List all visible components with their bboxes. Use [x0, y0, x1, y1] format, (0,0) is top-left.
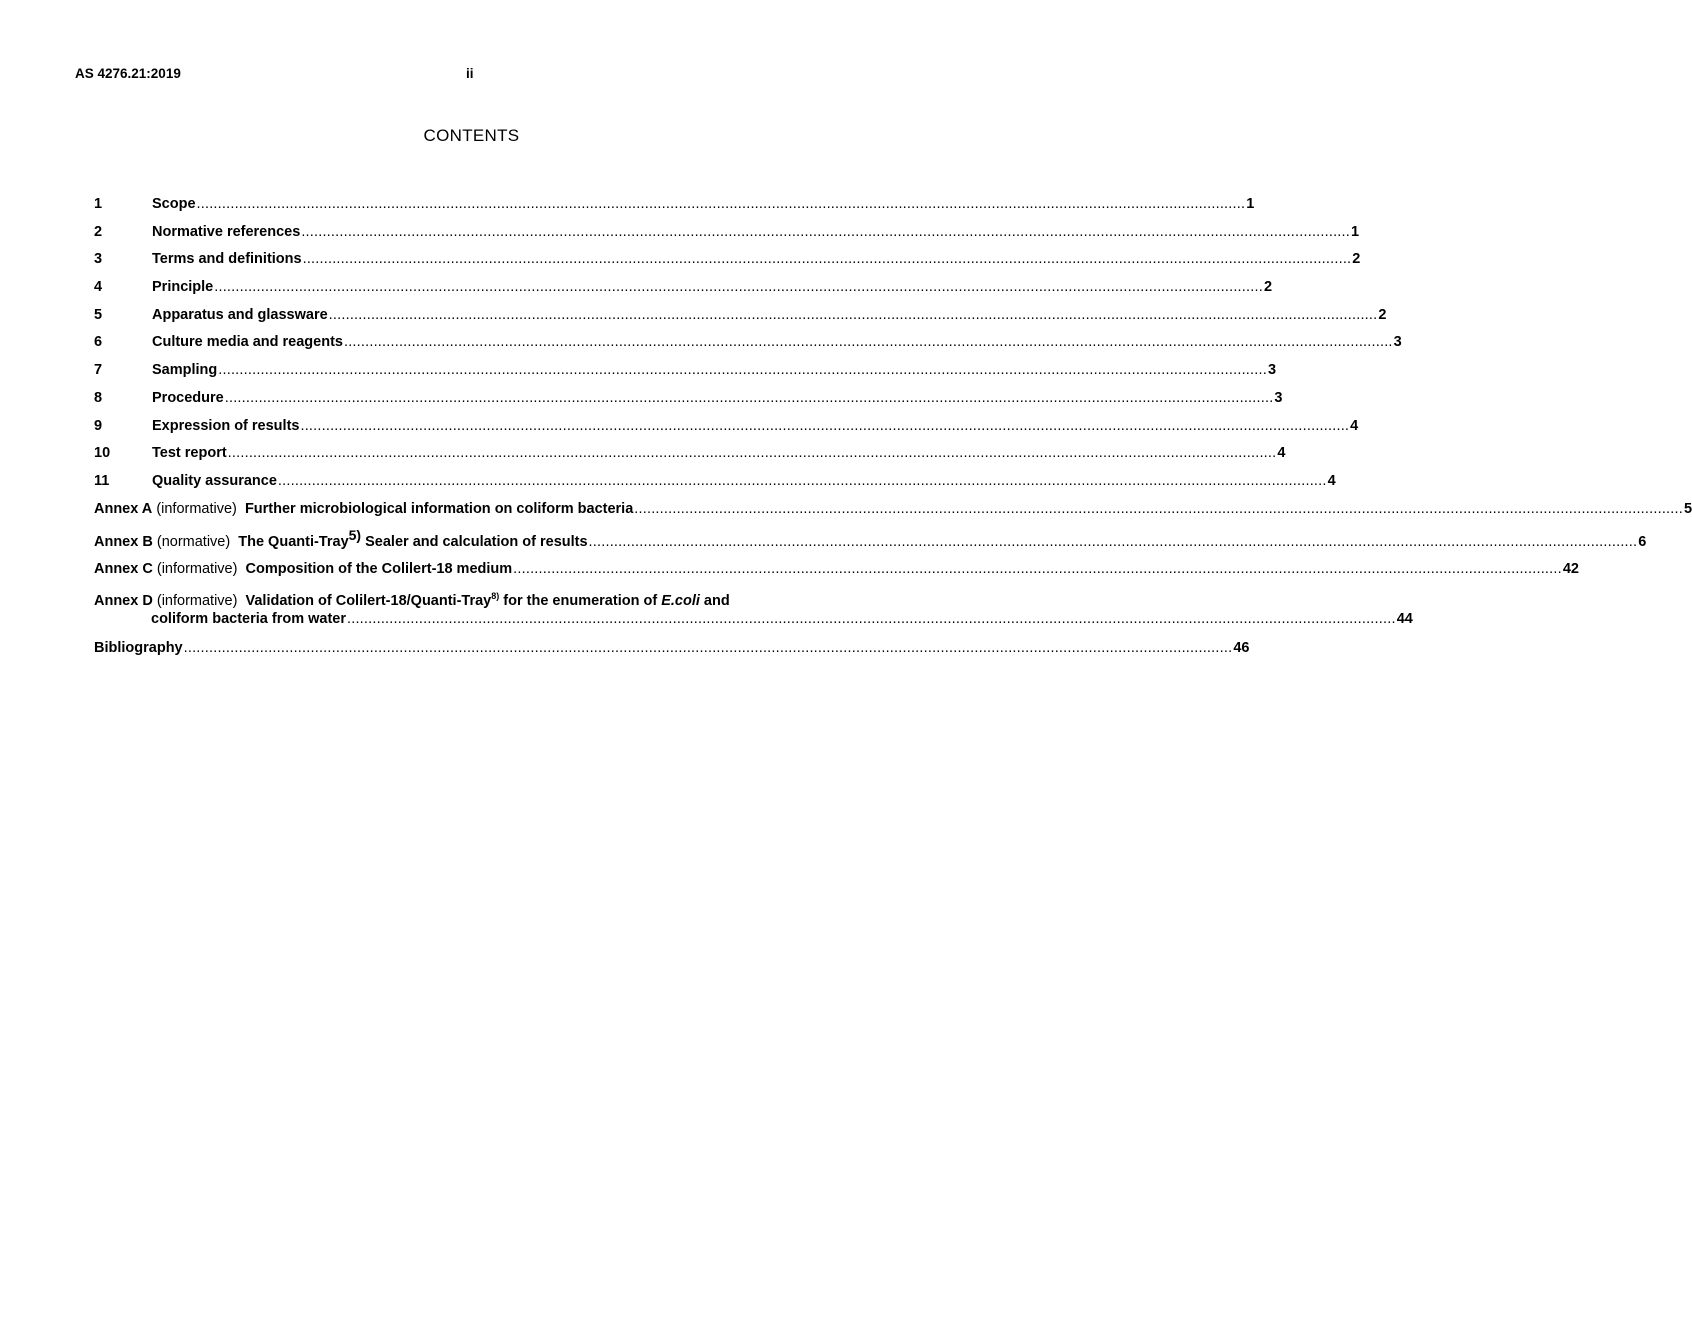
clause-number: 5 [94, 306, 103, 323]
dot-leader: ........................................................................................................................................................................................................................................................ [634, 500, 1683, 517]
clause-title: Test report [152, 445, 227, 462]
dot-leader: ........................................................................................................................................................................................................................................................ [513, 560, 1562, 577]
clause-page: 4 [1327, 472, 1336, 489]
clause-title: Procedure [152, 389, 224, 406]
clause-number: 10 [94, 445, 111, 462]
annex-title-species: E.coli [661, 592, 700, 609]
clause-page: 2 [1352, 251, 1361, 268]
toc-entry-annex-b[interactable] [94, 526, 1647, 556]
toc-entry-procedure[interactable] [94, 389, 1283, 418]
annex-label: Annex B [94, 533, 153, 550]
clause-page: 4 [1350, 417, 1359, 434]
clause-number: 9 [94, 417, 103, 434]
clause-number: 8 [94, 389, 103, 406]
toc-entry-culture-media-and-reagents[interactable] [94, 334, 1402, 362]
annex-title-part: coliform bacteria from water [151, 610, 346, 627]
annex-status: (informative) [156, 560, 238, 577]
annex-title-part: The Quanti-Tray [238, 533, 349, 550]
footnote-reference: 5) [348, 526, 362, 543]
clause-number: 3 [94, 251, 103, 268]
dot-leader: ........................................................................................................................................................................................................................................................ [196, 196, 1246, 212]
dot-leader: ........................................................................................................................................................................................................................................................ [301, 223, 1350, 240]
annex-label: Annex D [94, 592, 153, 609]
toc-entry-principle[interactable] [94, 279, 1273, 307]
annex-page: 6 [1638, 533, 1647, 550]
annex-page: 5 [1683, 500, 1692, 517]
dot-leader: ........................................................................................................................................................................................................................................................ [302, 251, 1352, 268]
clause-page: 2 [1263, 279, 1273, 296]
annex-page: 42 [1562, 560, 1579, 577]
clause-page: 1 [1351, 223, 1360, 240]
toc-entry-test-report[interactable] [94, 445, 1286, 473]
clause-number: 4 [94, 279, 103, 296]
annex-page: 44 [1396, 610, 1413, 627]
clause-title: Quality assurance [152, 472, 277, 489]
table-of-contents [94, 196, 1692, 663]
clause-number: 6 [94, 334, 103, 351]
clause-title: Terms and definitions [152, 251, 302, 268]
annex-title-part: Validation of Colilert-18/Quanti-Tray [245, 592, 492, 609]
standard-designation: AS 4276.21:2019 [75, 66, 181, 81]
toc-entry-quality-assurance[interactable] [94, 472, 1336, 501]
annex-title: Composition of the Colilert-18 medium [245, 560, 513, 577]
toc-entry-scope[interactable] [94, 196, 1255, 224]
dot-leader: ........................................................................................................................................................................................................................................................ [183, 639, 1233, 656]
toc-entry-expression-of-results[interactable] [94, 417, 1359, 446]
clause-page: 3 [1274, 389, 1283, 406]
toc-entry-sampling[interactable] [94, 362, 1277, 390]
clause-title: Sampling [152, 362, 218, 379]
dot-leader: ........................................................................................................................................................................................................................................................ [224, 389, 1274, 406]
toc-entry-apparatus-and-glassware[interactable] [94, 306, 1387, 335]
clause-number: 1 [94, 196, 103, 212]
annex-status: (informative) [156, 592, 238, 609]
toc-entry-terms-and-definitions[interactable] [94, 251, 1361, 279]
clause-page: 3 [1393, 334, 1402, 351]
bibliography-page: 46 [1233, 639, 1250, 656]
dot-leader: ........................................................................................................................................................................................................................................................ [343, 334, 1393, 351]
annex-d-first-line [94, 590, 868, 611]
annex-status: (informative) [156, 500, 237, 517]
clause-title: Apparatus and glassware [152, 306, 328, 323]
page-title: CONTENTS [423, 126, 520, 145]
toc-entry-bibliography[interactable] [94, 639, 1250, 663]
dot-leader: ........................................................................................................................................................................................................................................................ [227, 445, 1277, 462]
dot-leader: ........................................................................................................................................................................................................................................................ [277, 472, 1327, 489]
dot-leader: ........................................................................................................................................................................................................................................................ [588, 533, 1638, 550]
annex-title-part: and [703, 592, 730, 609]
toc-entry-annex-c[interactable] [94, 560, 1579, 584]
annex-d-second-line [94, 610, 1413, 632]
clause-number: 7 [94, 362, 103, 379]
annex-title: Further microbiological information on coliform bacteria [244, 500, 634, 517]
clause-title: Principle [152, 279, 214, 296]
clause-title: Expression of results [152, 417, 300, 434]
annex-title-part: for the enumeration of [503, 592, 658, 609]
dot-leader: ........................................................................................................................................................................................................................................................ [300, 417, 1350, 434]
clause-page: 1 [1246, 196, 1255, 212]
clause-page: 3 [1267, 362, 1277, 379]
dot-leader: ........................................................................................................................................................................................................................................................ [218, 362, 1267, 379]
toc-entry-annex-a[interactable] [94, 500, 1692, 524]
annex-title-part: Sealer and calculation of results [365, 533, 588, 550]
page-number: ii [466, 66, 474, 81]
clause-number: 11 [94, 472, 110, 489]
toc-entry-annex-d[interactable] [94, 590, 1413, 632]
dot-leader: ........................................................................................................................................................................................................................................................ [214, 279, 1263, 296]
clause-title: Culture media and reagents [152, 334, 343, 351]
annex-status: (normative) [156, 533, 231, 550]
dot-leader: ........................................................................................................................................................................................................................................................ [328, 306, 1378, 323]
bibliography-title: Bibliography [94, 639, 183, 656]
toc-entry-normative-references[interactable] [94, 223, 1360, 252]
dot-leader: ........................................................................................................................................................................................................................................................ [347, 610, 1396, 627]
clause-page: 4 [1277, 445, 1286, 462]
clause-title: Normative references [152, 223, 301, 240]
clause-number: 2 [94, 223, 103, 240]
annex-label: Annex A [94, 500, 153, 517]
clause-page: 2 [1378, 306, 1387, 323]
clause-title: Scope [152, 196, 196, 212]
footnote-reference: 8) [491, 590, 500, 601]
annex-label: Annex C [94, 560, 153, 577]
